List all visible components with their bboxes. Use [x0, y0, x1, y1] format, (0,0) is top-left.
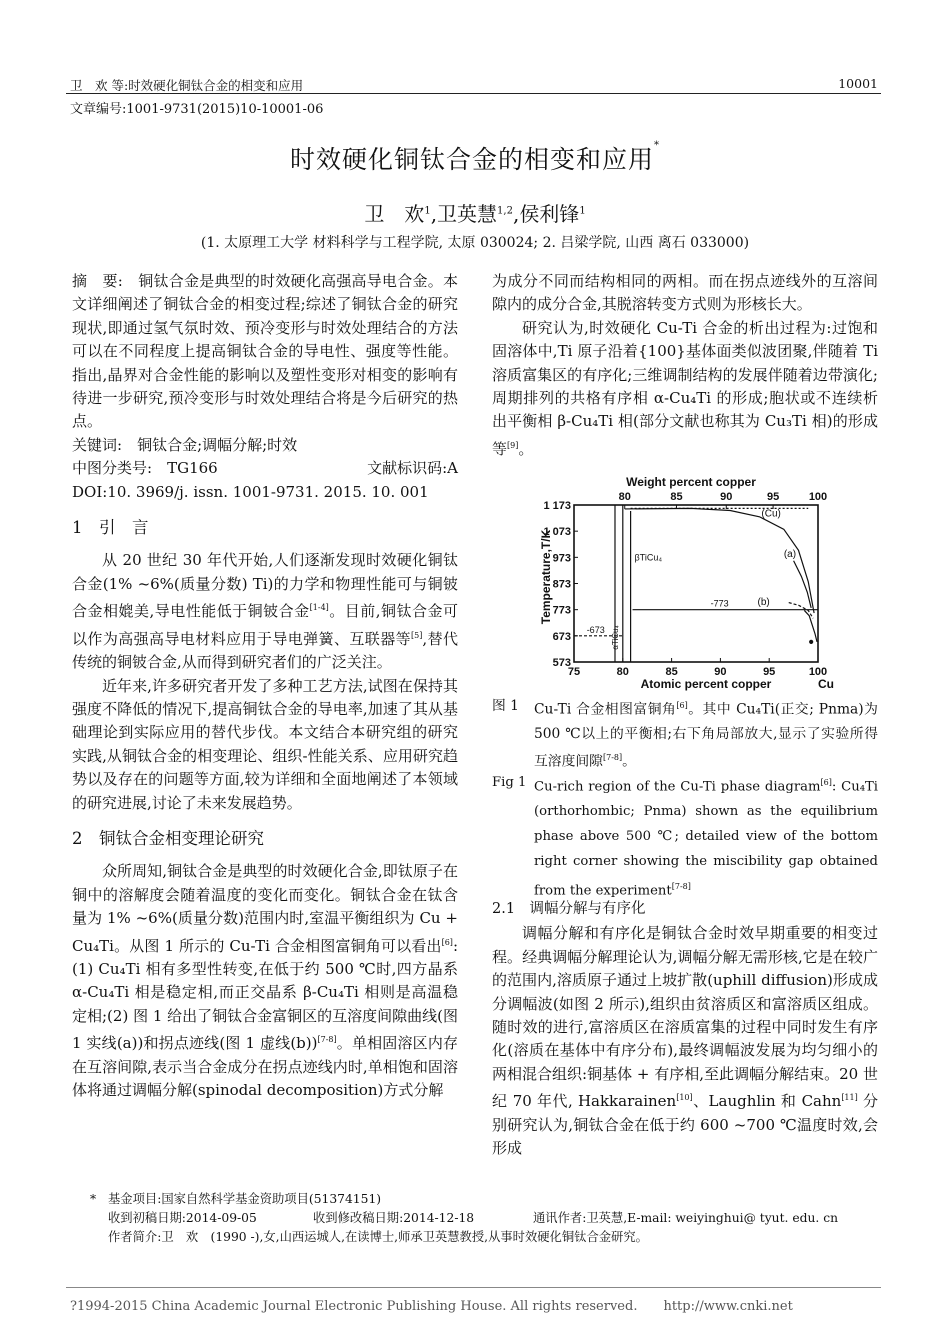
- x-tick-label: 80: [616, 666, 629, 678]
- y-tick-label: 673: [552, 630, 571, 643]
- y-tick-label: 873: [552, 578, 571, 591]
- author: 侯利锋: [519, 202, 580, 226]
- chart-title: Weight percent copper: [626, 475, 756, 489]
- article-number: 文章编号:1001-9731(2015)10-10001-06: [70, 102, 324, 117]
- phase-label: αTiCu₄: [610, 625, 620, 650]
- section-heading-1: 1 引 言: [72, 518, 149, 538]
- x-tick-label: 85: [665, 666, 678, 678]
- x-axis-label: Atomic percent copper: [640, 677, 772, 691]
- phase-label: (a): [783, 548, 797, 560]
- x-tick-label: 90: [714, 666, 727, 678]
- figure-caption-cn: 图 1 Cu-Ti 合金相图富铜角[6]。其中 Cu₄Ti(正交; Pnma)为 500 ℃以上的平衡相;右下角局部放大,显示了实验所得互溶度间隙[7-8]。: [492, 698, 878, 770]
- keywords: 关键词: 铜钛合金;调幅分解;时效: [72, 435, 298, 454]
- y-tick-label: 1 073: [543, 526, 571, 539]
- y-tick-label: 773: [552, 604, 571, 617]
- fund-info: 基金项目:国家自然科学基金资助项目(51374151): [108, 1192, 382, 1206]
- top-tick-label: 85: [670, 491, 683, 503]
- paragraph: 近年来,许多研究者开发了多种工艺方法,试图在保持其强度不降低的情况下,提高铜钛合金的导电率,加速了其从基础理论到实际应用的替代步伐。本文结合本研究组的研究实践,从铜钛合金的相变理论、组织-性能关系、应用研究趋势以及存在的问题等方面,较为详细和全面地阐述了本领域的研究进展,讨论了未来发展趋势。: [72, 676, 458, 812]
- top-tick-label: 95: [766, 491, 780, 503]
- phase-label: βTiCu₄: [634, 552, 663, 563]
- y-axis-label: Temperature,T/K: [539, 529, 553, 625]
- x-axis-unit: Cu: [818, 677, 834, 691]
- running-title: 卫 欢 等:时效硬化铜钛合金的相变和应用: [70, 78, 304, 93]
- abstract-label: 摘 要:: [72, 272, 123, 290]
- x-tick-label: 95: [763, 666, 776, 678]
- paragraph: 众所周知,铜钛合金是典型的时效硬化合金,即钛原子在铜中的溶解度会随着温度的变化而变化。铜钛合金在钛含量为 1% ~6%(质量分数)范围内时,室温平衡组织为 Cu + Cu₄Ti。从图 1 所示的 Cu-Ti 合金相图富铜角可以看出[6]:(1) Cu₄Ti 相有多型性转变,在低于约 500 ℃时,四方晶系 α-Cu₄Ti 相是稳定相,而正交晶系 β-Cu₄Ti 相则是高温稳定相;(2) 图 1 给出了铜钛合金富铜区的互溶度间隙曲线(图 1 实线(a))和拐点迹线(图 1 虚线(b))[7-8]。单相固溶区内存在互溶间隙,表示当合金成分在拐点迹线内时,单相饱和固溶体将通过调幅分解(spinodal decomposition)方式分解: [72, 862, 459, 1099]
- abstract: 摘 要: 铜钛合金是典型的时效硬化高强高导电合金。本文详细阐述了铜钛合金的相变过程;综述了铜钛合金的研究现状,即通过氢气氛时效、预冷变形与时效处理结合的方法可以在不同程度上提高铜钛合金的导电性、强度等性能。指出,晶界对合金性能的影响以及塑性变形对相变的影响有待进一步研究,预冷变形与时效处理结合将是今后研究的热点。: [72, 272, 458, 431]
- copyright-line: ?1994-2015 China Academic Journal Electronic Publishing House. All rights reserved. http://www.cnki.net: [70, 1299, 793, 1314]
- paragraph: 从 20 世纪 30 年代开始,人们逐渐发现时效硬化铜钛合金(1% ~6%(质量分数) Ti)的力学和物理性能可与铜铍合金相媲美,导电性能低于铜铍合金[1-4]。目前,铜钛合金可以作为高强高导电材料应用于导电弹簧、互联器等[5],替代传统的铜铍合金,从而得到研究者们的广泛关注。: [72, 551, 458, 672]
- phase-label: (Cu): [761, 508, 781, 520]
- author: 卫 欢: [364, 202, 425, 226]
- paragraph: 研究认为,时效硬化 Cu-Ti 合金的析出过程为:过饱和固溶体中,Ti 原子沿着{100}基体面类似波团聚,伴随着 Ti 溶质富集区的有序化;三维调制结构的发展伴随着边带演化;周期排列的共格有序相 α-Cu₄Ti 的形成;胞状或不连续析出平衡相 β-Cu₄Ti 相(部分文献也称其为 Cu₃Ti 相)的形成等[9]。: [492, 318, 878, 458]
- footnote-mark: *: [90, 1192, 97, 1206]
- paragraph: 为成分不同而结构相同的两相。而在拐点迹线外的互溶间隙内的成分合金,其脱溶转变方式则为形核长大。: [492, 272, 878, 314]
- footer-rule: [66, 1287, 881, 1288]
- paper-title: 时效硬化铜钛合金的相变和应用*: [289, 140, 660, 174]
- figure-caption-en: Fig 1 Cu-rich region of the Cu-Ti phase diagram[6]: Cu₄Ti (orthorhombic; Pnma) shown as the equilibrium phase above 500 ℃; detailed view of the bottom right corner showing the miscibility gap obtained from the experiment[7-8]: [492, 775, 878, 899]
- x-tick-label: 100: [808, 666, 828, 678]
- subsection-heading: 2.1 调幅分解与有序化: [492, 901, 646, 917]
- page-number: 10001: [838, 76, 878, 91]
- top-tick-label: 100: [808, 491, 828, 503]
- doi: DOI:10. 3969/j. issn. 1001-9731. 2015. 10. 001: [72, 482, 429, 501]
- phase-diagram-chart: [526, 472, 856, 692]
- author: 卫英慧: [437, 202, 498, 226]
- right-column-continued: [492, 898, 878, 1160]
- y-tick-label: 973: [552, 552, 571, 565]
- footnote: [108, 1190, 878, 1247]
- section-heading-2: 2 铜钛合金相变理论研究: [72, 828, 264, 848]
- classification-row: 中图分类号: TG166 文献标识码:A: [72, 459, 458, 478]
- isotherm-label: -673: [586, 624, 605, 635]
- affiliation: (1. 太原理工大学 材料科学与工程学院, 太原 030024; 2. 吕梁学院, 山西 离石 033000): [200, 235, 750, 251]
- header-rule: [66, 93, 881, 94]
- author-list: 卫 欢$^1$,卫英慧$^{1,2}$,侯利锋$^1$: [364, 202, 586, 226]
- top-tick-label: 90: [720, 491, 733, 503]
- isotherm-label: -773: [710, 598, 729, 609]
- left-column: [72, 270, 458, 1102]
- top-tick-label: 80: [618, 491, 631, 503]
- x-tick-label: 75: [567, 666, 581, 678]
- data-point: [810, 640, 813, 643]
- phase-label: (b): [757, 597, 770, 609]
- y-tick-label: 573: [552, 657, 571, 669]
- paragraph: 调幅分解和有序化是铜钛合金时效早期重要的相变过程。经典调幅分解理论认为,调幅分解无需形核,它是在较广的范围内,溶质原子通过上坡扩散(uphill diffusion)形成成分调幅波(如图 2 所示),组织由贫溶质区和富溶质区组成。随时效的进行,富溶质区在溶质富集的过程中同时发生有序化(溶质在基体中有序分布),最终调幅波发展为均匀细小的两相混合组织:铜基体 + 有序相,至此调幅分解结束。20 世纪 70 年代, Hakkarainen[10]、Laughlin 和 Cahn[11] 分别研究认为,铜钛合金在低于约 600 ~700 ℃温度时效,会形成: [492, 924, 878, 1158]
- right-column: [492, 270, 878, 461]
- author-bio: 作者简介:卫 欢 (1990 -),女,山西运城人,在读博士,师承卫英慧教授,从事时效硬化铜钛合金研究。: [108, 1230, 648, 1244]
- y-tick-label: 1 173: [543, 500, 571, 512]
- dates-row: 收到初稿日期:2014-09-05 收到修改稿日期:2014-12-18 通讯作者:卫英慧,E-mail: weiyinghui@ tyut. edu. cn: [108, 1211, 839, 1225]
